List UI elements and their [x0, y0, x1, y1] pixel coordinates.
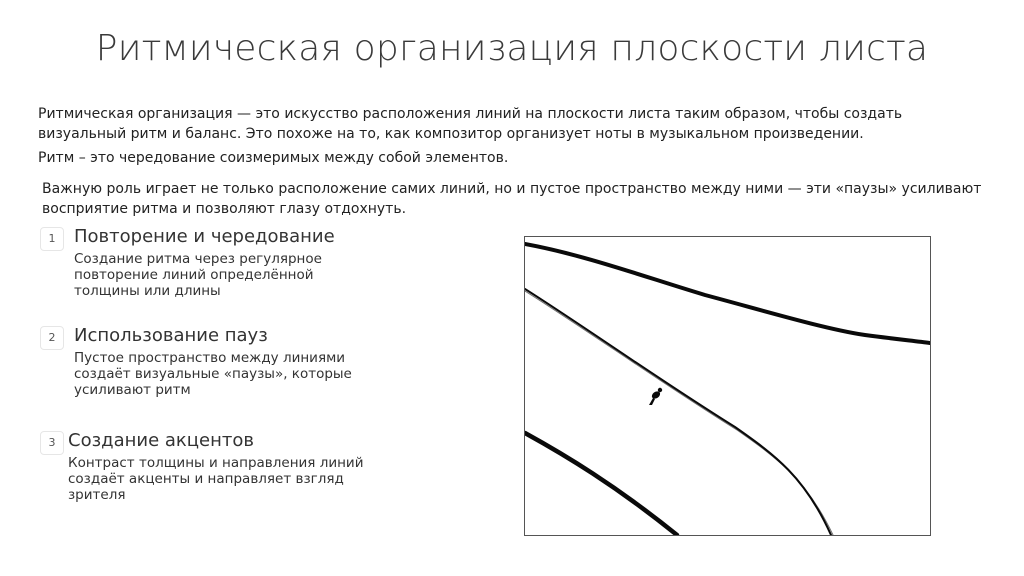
middle-wire	[525, 289, 831, 535]
bird-icon	[649, 388, 662, 405]
rhythm-definition: Ритм – это чередование соизмеримых между собой элементов.	[38, 150, 509, 166]
middle-wire-shadow	[525, 291, 833, 535]
item-number-badge: 1	[40, 227, 64, 251]
intro-paragraph: Ритмическая организация — это искусство расположения линий на плоскости листа таким образом, чтобы создать визуальный ритм и баланс. Это похоже на то, как композитор организует ноты в музыкальном произведении.	[38, 106, 903, 142]
slide-title: Ритмическая организация плоскости листа	[95, 28, 929, 69]
bottom-wire	[525, 433, 677, 535]
item-number-badge: 2	[40, 326, 64, 350]
item-heading: Использование пауз	[74, 325, 268, 346]
item-description: Контраст толщины и направления линий создаёт акценты и направляет взгляд зрителя	[68, 455, 364, 503]
item-description: Создание ритма через регулярное повторение линий определённой толщины или длины	[74, 251, 322, 299]
wires-bird-illustration	[524, 236, 931, 536]
pauses-paragraph: Важную роль играет не только расположение самих линий, но и пустое пространство между ними — эти «паузы» усиливают восприятие ритма и позволяют глазу отдохнуть.	[42, 181, 982, 217]
item-number-badge: 3	[40, 431, 64, 455]
item-description: Пустое пространство между линиями создаёт визуальные «паузы», которые усиливают ритм	[74, 350, 352, 398]
item-heading: Создание акцентов	[68, 430, 254, 451]
item-heading: Повторение и чередование	[74, 226, 335, 247]
wires-drawing	[525, 237, 930, 535]
